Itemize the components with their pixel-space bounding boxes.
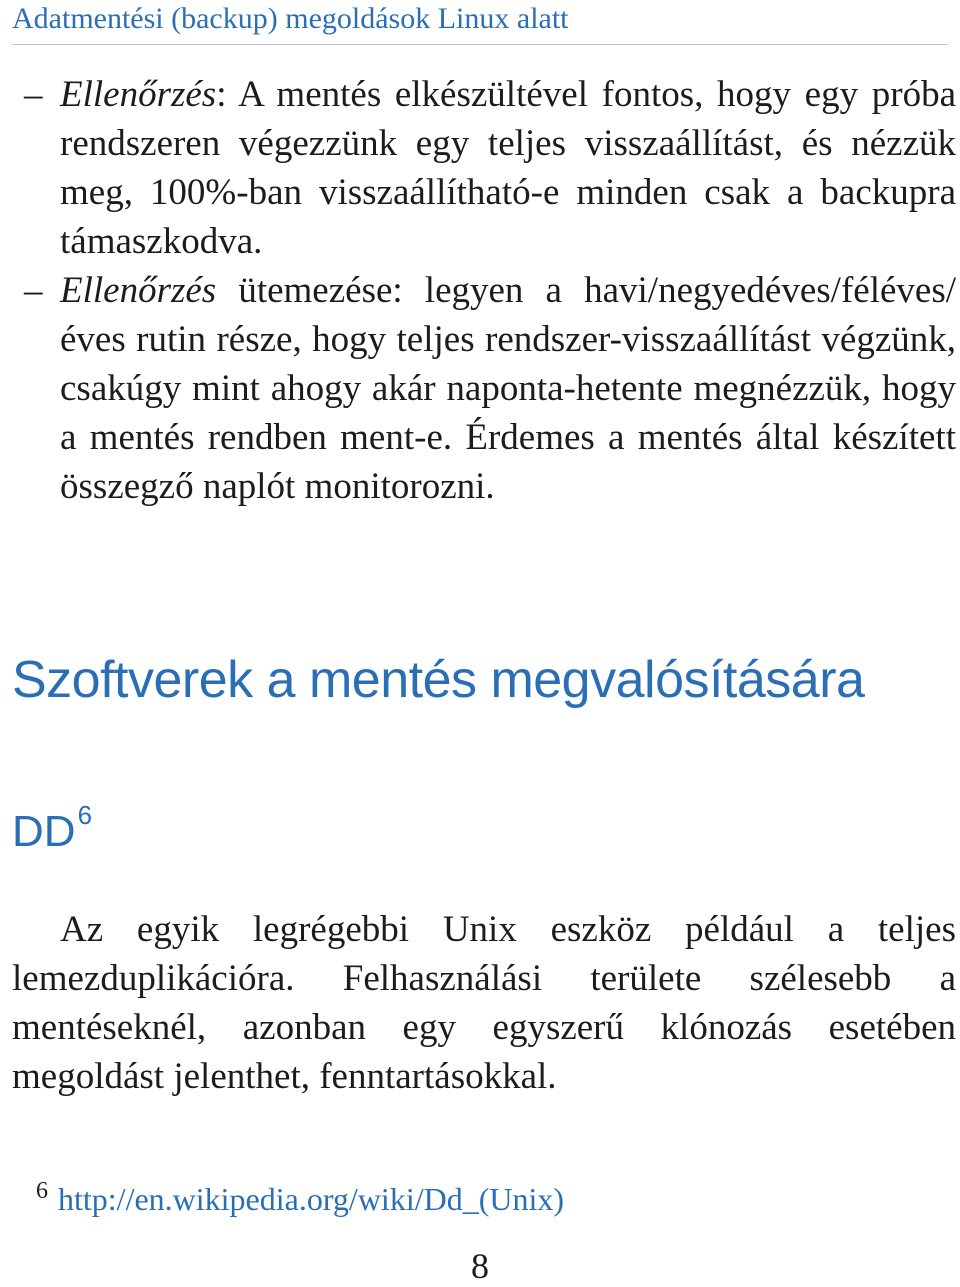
list-item [12, 70, 956, 266]
body-paragraph: Az egyik legrégebbi Unix eszköz például a teljes lemezduplikációra. Felhasználási területe szélesebb a mentéseknél, azonban egy egyszerű klónozás esetében megoldást jelenthet, fenntartásokkal. [12, 909, 956, 1097]
footnote [36, 1178, 564, 1218]
bullet-term: Ellenőrzés [60, 270, 217, 311]
dash-bullet: – [24, 74, 43, 115]
bullet-term: Ellenőrzés [60, 74, 217, 115]
section-title: Szoftverek a mentés megvalósítására [12, 651, 865, 709]
header-divider [12, 44, 948, 45]
page-number: 8 [471, 1246, 489, 1286]
list-item [12, 266, 956, 511]
bullet-text: ütemezése: legyen a havi/negyedéves/féléves/éves rutin része, hogy teljes rendszer-visszaállítást végzünk, csakúgy mint ahogy akár naponta-hetente megnézzük, hogy a mentés rendben ment-e. Érdemes a mentés által készített összegző naplót monitorozni. [60, 270, 956, 507]
subsection-title-text: DD [12, 807, 76, 856]
footnote-mark: 6 [36, 1178, 48, 1204]
running-header: Adatmentési (backup) megoldások Linux alatt [12, 2, 569, 35]
dash-bullet: – [24, 270, 43, 311]
footnote-reference[interactable]: 6 [77, 800, 93, 830]
footnote-link[interactable]: http://en.wikipedia.org/wiki/Dd_(Unix) [58, 1181, 565, 1217]
bullet-list [12, 70, 956, 511]
subsection-title [12, 800, 92, 857]
bullet-text: : A mentés elkészültével fontos, hogy egy próba rendszeren végezzünk egy teljes visszaállítást, és nézzük meg, 100%-ban visszaállítható-e minden csak a backupra támaszkodva. [60, 74, 956, 262]
